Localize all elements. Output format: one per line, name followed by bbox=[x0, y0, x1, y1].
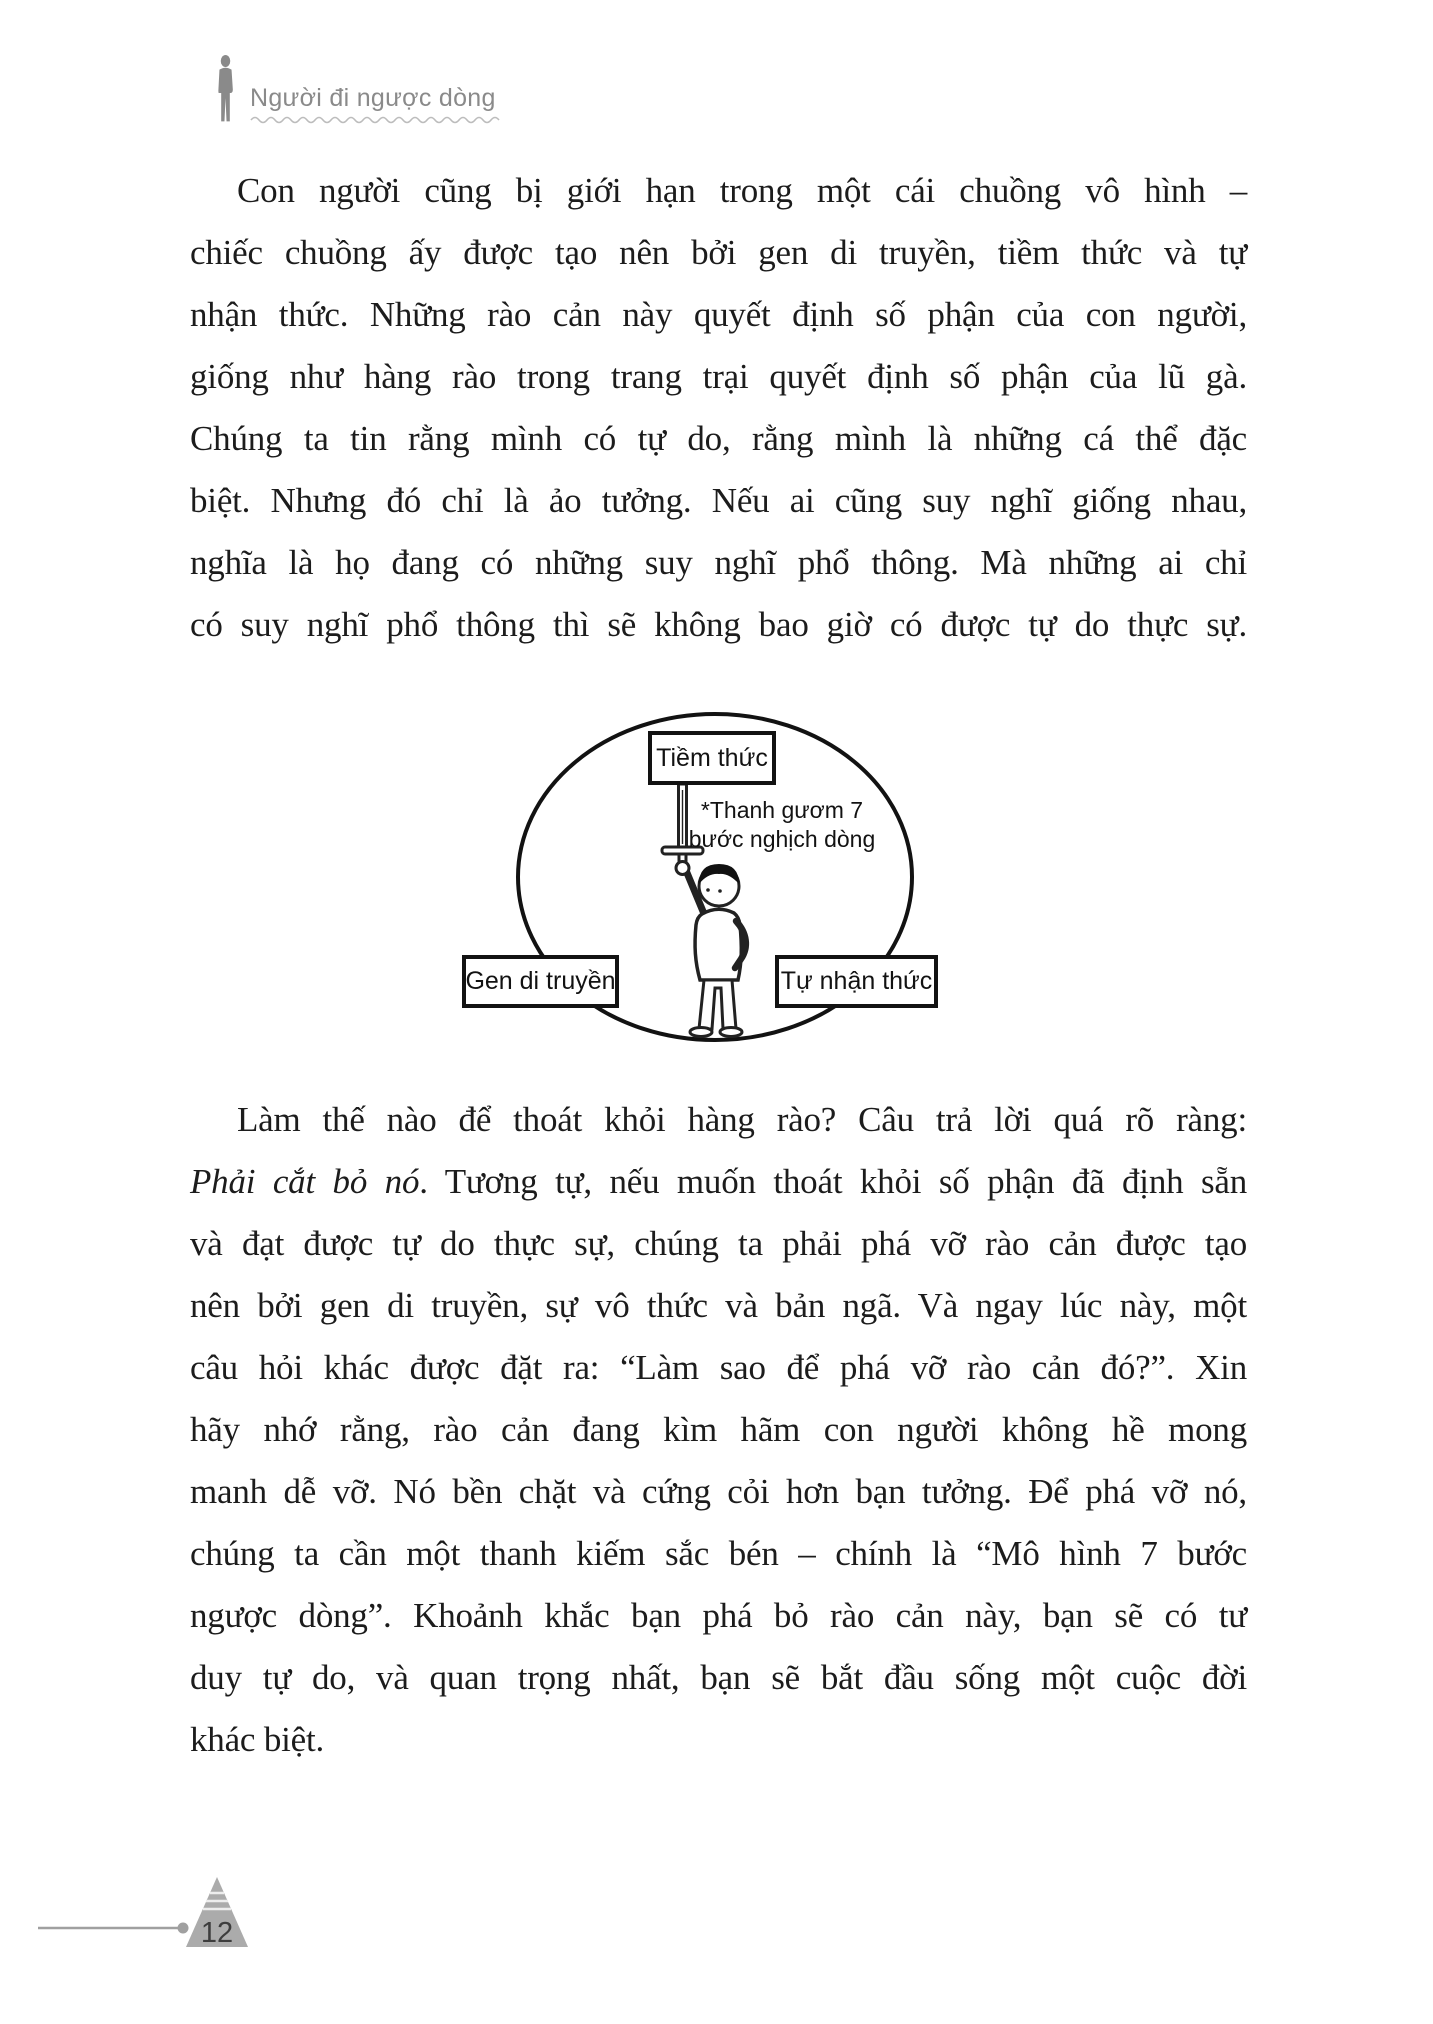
text-line: duy tự do, và quan trọng nhất, bạn sẽ bắt đầu sống một cuộc đời bbox=[190, 1658, 1247, 1697]
footer-rule-dot bbox=[178, 1923, 189, 1934]
text-line: nghĩa là họ đang có những suy nghĩ phổ thông. Mà những ai chỉ bbox=[190, 543, 1247, 582]
header-title-block bbox=[250, 84, 502, 124]
sword-annotation-line2: bước nghịch dòng bbox=[688, 826, 876, 852]
person-silhouette-icon bbox=[212, 55, 239, 124]
page-number: 12 bbox=[200, 1917, 234, 1949]
text-line: biệt. Nhưng đó chỉ là ảo tưởng. Nếu ai cũng suy nghĩ giống nhau, bbox=[190, 481, 1247, 520]
text-line: chiếc chuồng ấy được tạo nên bởi gen di truyền, tiềm thức và tự bbox=[190, 233, 1247, 272]
page-footer bbox=[30, 1865, 290, 1975]
text-line: nên bởi gen di truyền, sự vô thức và bản ngã. Và ngay lúc này, một bbox=[190, 1286, 1247, 1325]
text-line: câu hỏi khác được đặt ra: “Làm sao để phá vỡ rào cản đó?”. Xin bbox=[190, 1348, 1247, 1387]
label-box-genetics: Gen di truyền bbox=[462, 955, 619, 1008]
text-line: ngược dòng”. Khoảnh khắc bạn phá bỏ rào cản này, bạn sẽ có tư bbox=[190, 1596, 1247, 1635]
wavy-underline bbox=[250, 115, 502, 124]
text-line: Con người cũng bị giới hạn trong một cái chuồng vô hình – bbox=[237, 171, 1247, 210]
text-line: chúng ta cần một thanh kiếm sắc bén – chính là “Mô hình 7 bước bbox=[190, 1534, 1247, 1573]
label-box-self-awareness: Tự nhận thức bbox=[775, 955, 938, 1008]
text-line: Chúng ta tin rằng mình có tự do, rằng mình là những cá thể đặc bbox=[190, 419, 1247, 458]
sword-annotation bbox=[687, 796, 877, 854]
text-line: manh dễ vỡ. Nó bền chặt và cứng cỏi hơn bạn tưởng. Để phá vỡ nó, bbox=[190, 1472, 1247, 1511]
text-line: nhận thức. Những rào cản này quyết định số phận của con người, bbox=[190, 295, 1247, 334]
italic-phrase: Phải cắt bỏ nó bbox=[190, 1162, 420, 1201]
paragraph-2 bbox=[190, 1089, 1247, 1771]
page-header bbox=[212, 55, 502, 124]
diagram bbox=[440, 700, 1000, 1100]
paragraph-1 bbox=[190, 160, 1247, 656]
book-series-title: Người đi ngược dòng bbox=[250, 84, 496, 112]
text-line: giống như hàng rào trong trang trại quyết định số phận của lũ gà. bbox=[190, 357, 1247, 396]
sword-annotation-line1: *Thanh gươm 7 bbox=[700, 797, 864, 823]
text-line: có suy nghĩ phổ thông thì sẽ không bao giờ có được tự do thực sự. bbox=[190, 605, 1247, 644]
label-box-subconscious: Tiềm thức bbox=[648, 731, 776, 785]
text-line: khác biệt. bbox=[190, 1720, 325, 1759]
person-figure bbox=[676, 862, 746, 1037]
text-line bbox=[190, 1151, 1247, 1213]
text-line: và đạt được tự do thực sự, chúng ta phải phá vỡ rào cản được tạo bbox=[190, 1224, 1247, 1263]
text-line: Làm thế nào để thoát khỏi hàng rào? Câu trả lời quá rõ ràng: bbox=[237, 1100, 1247, 1139]
text-segment: . Tương tự, nếu muốn thoát khỏi số phận đã định sẵn bbox=[419, 1162, 1247, 1201]
text-line: hãy nhớ rằng, rào cản đang kìm hãm con người không hề mong bbox=[190, 1410, 1247, 1449]
